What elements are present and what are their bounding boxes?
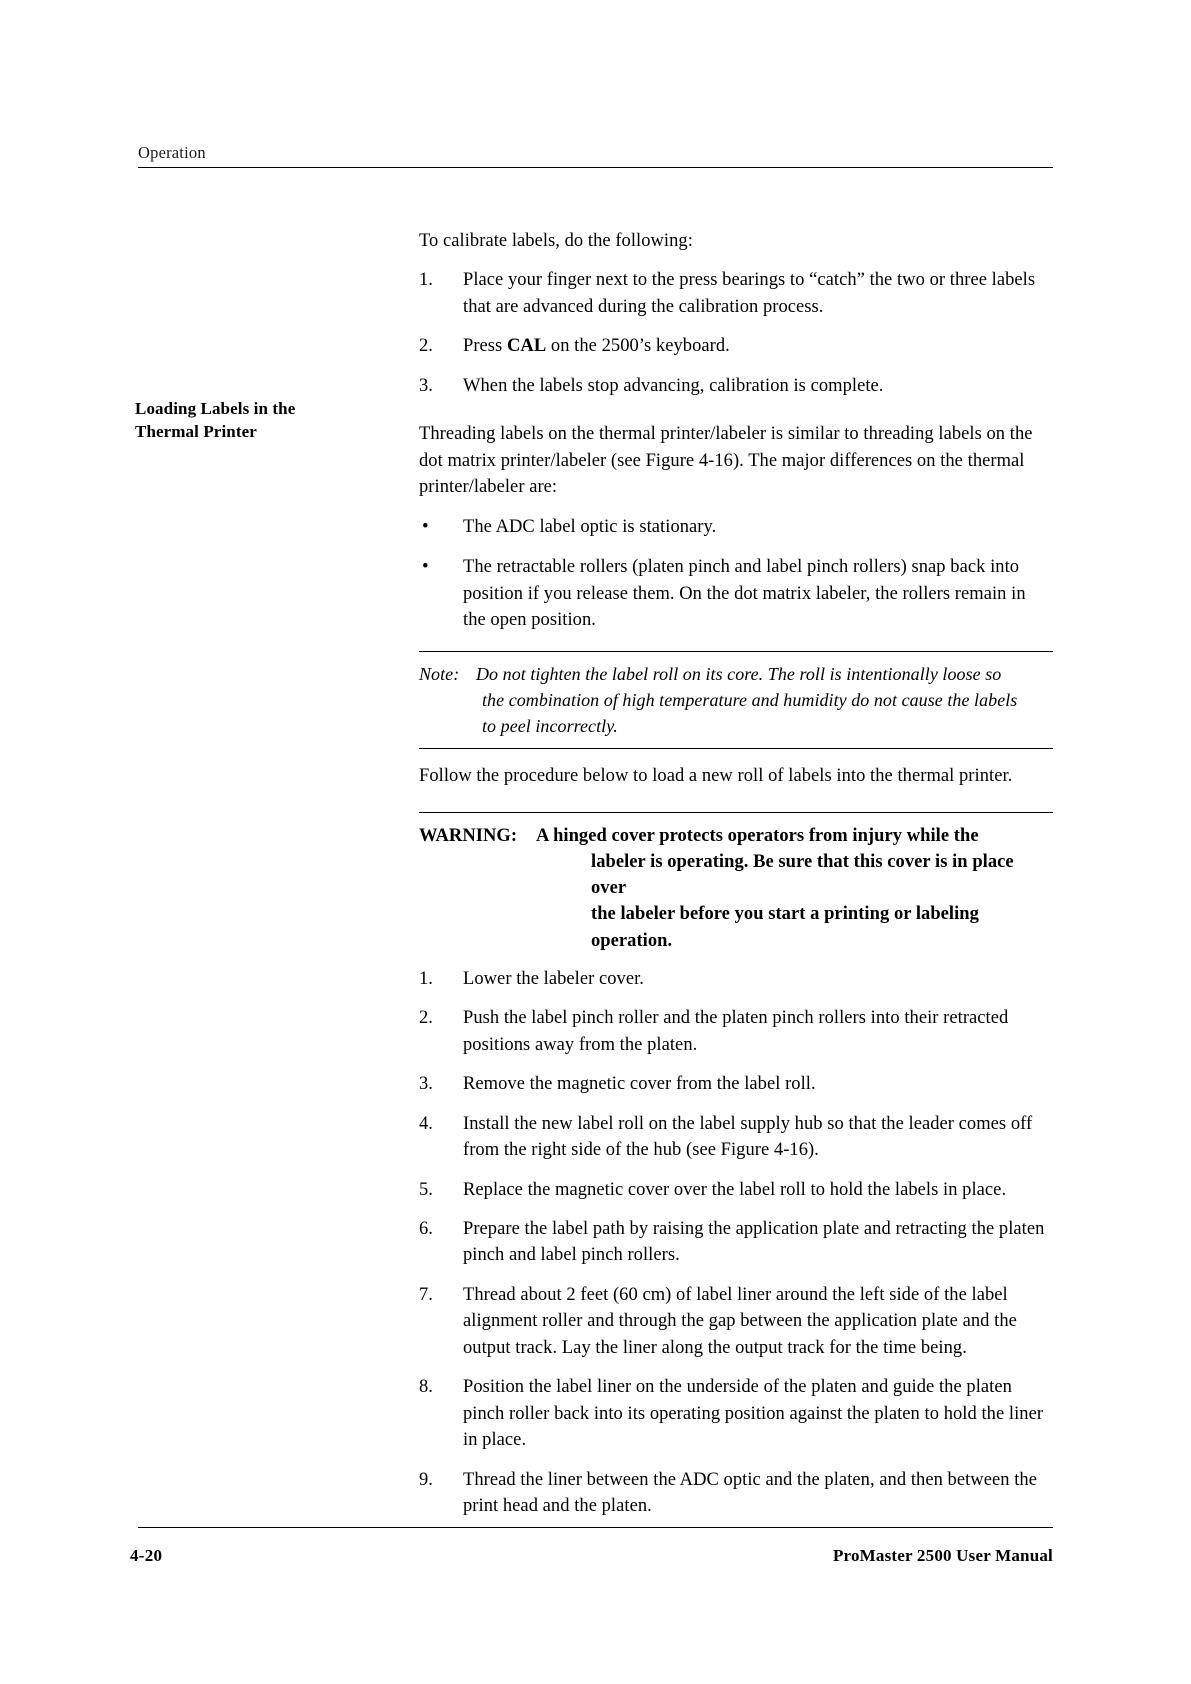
- step-text-pre: Press: [463, 336, 507, 357]
- side-heading-line-1: Loading Labels in the: [135, 399, 296, 418]
- list-item-text: Replace the magnetic cover over the label roll to hold the labels in place.: [463, 1179, 1007, 1200]
- list-item-text: Lower the labeler cover.: [463, 968, 644, 989]
- list-item: [419, 1177, 1053, 1203]
- list-item-number: 8.: [419, 1377, 433, 1398]
- list-item: [419, 1071, 1053, 1097]
- list-item: [419, 333, 1053, 359]
- note-line-1: Do not tighten the label roll on its core. The roll is intentionally loose so: [476, 664, 1002, 685]
- calibration-step-list: [419, 267, 1053, 399]
- list-item-text: Position the label liner on the underside of the platen and guide the platen pinch roller back into its operating position against the platen to hold the liner in place.: [463, 1377, 1044, 1451]
- list-item: [419, 1005, 1053, 1058]
- list-item: [419, 373, 1053, 399]
- body-column: [419, 228, 1053, 1533]
- step-text-post: on the 2500’s keyboard.: [546, 336, 730, 357]
- list-item: [419, 1467, 1053, 1520]
- list-item-text: The ADC label optic is stationary.: [463, 516, 717, 537]
- footer-rule: [138, 1527, 1053, 1528]
- list-item-text: When the labels stop advancing, calibration is complete.: [463, 375, 884, 396]
- list-item-number: 1.: [419, 968, 433, 989]
- list-item-number: 6.: [419, 1219, 433, 1240]
- procedure-step-list: [419, 966, 1053, 1520]
- list-item: [419, 1216, 1053, 1269]
- list-item-text: [463, 333, 1053, 359]
- list-item-number: 3.: [419, 1074, 433, 1095]
- list-item: [419, 554, 1053, 633]
- note-label: Note:: [419, 664, 460, 685]
- note-line-3: to peel incorrectly.: [482, 715, 618, 736]
- list-item-number: 7.: [419, 1284, 433, 1305]
- warning-line-4: operation.: [591, 930, 673, 951]
- bullet-icon: •: [422, 556, 429, 578]
- running-head: Operation: [138, 143, 206, 162]
- warning-line-3: the labeler before you start a printing or labeling: [591, 904, 979, 925]
- list-item-number: 2.: [419, 336, 433, 357]
- side-heading-line-2: Thermal Printer: [135, 421, 257, 441]
- list-item: [419, 1111, 1053, 1164]
- note-body: [419, 652, 1053, 748]
- list-item-text: The retractable rollers (platen pinch and label pinch rollers) snap back into position if you release them. On the dot matrix labeler, the rollers remain in the open position.: [463, 557, 1026, 630]
- list-item-number: 9.: [419, 1469, 433, 1490]
- note-block: [419, 651, 1053, 749]
- intro-paragraph: To calibrate labels, do the following:: [419, 231, 693, 251]
- list-item-number: 3.: [419, 375, 433, 396]
- list-item: [419, 966, 1053, 992]
- list-item-text: Push the label pinch roller and the platen pinch rollers into their retracted positions away from the platen.: [463, 1008, 1009, 1055]
- warning-body: [419, 813, 1053, 966]
- note-line-2: the combination of high temperature and humidity do not cause the labels: [482, 689, 1018, 710]
- list-item-text: Thread the liner between the ADC optic and the platen, and then between the print head and the platen.: [463, 1469, 1037, 1517]
- page-number: 4-20: [130, 1546, 163, 1565]
- list-item-number: 4.: [419, 1113, 433, 1134]
- follow-procedure-paragraph: Follow the procedure below to load a new roll of labels into the thermal printer.: [419, 766, 1013, 787]
- list-item-text: Install the new label roll on the label supply hub so that the leader comes off from the right side of the hub (see Figure 4-16).: [463, 1113, 1033, 1161]
- list-item-number: 1.: [419, 270, 433, 291]
- list-item: [419, 1374, 1053, 1453]
- list-item-text: Place your finger next to the press bearings to “catch” the two or three labels that are advanced during the calibration process.: [463, 270, 1036, 317]
- list-item: [419, 267, 1053, 320]
- note-text: [419, 662, 1053, 739]
- list-item-text: Prepare the label path by raising the application plate and retracting the platen pinch and label pinch rollers.: [463, 1219, 1045, 1266]
- manual-title: ProMaster 2500 User Manual: [832, 1546, 1053, 1565]
- bullet-icon: •: [422, 515, 429, 537]
- note-bottom-rule: [419, 748, 1053, 749]
- list-item-number: 5.: [419, 1179, 433, 1200]
- differences-bullet-list: [419, 514, 1053, 634]
- list-item: [419, 514, 1053, 540]
- threading-paragraph: Threading labels on the thermal printer/labeler is similar to threading labels on the dot matrix printer/labeler (see Figure 4-16). The major differences on the thermal printer/labeler are:: [419, 424, 1033, 498]
- warning-label: WARNING:: [419, 825, 518, 846]
- warning-block: [419, 812, 1053, 966]
- list-item-number: 2.: [419, 1008, 433, 1029]
- key-name-cal: CAL: [507, 336, 547, 357]
- section-side-heading: [135, 398, 375, 444]
- warning-line-2: labeler is operating. Be sure that this cover is in place over: [591, 851, 1014, 899]
- list-item-text: Thread about 2 feet (60 cm) of label liner around the left side of the label alignment roller and through the gap between the application plate and the output track. Lay the liner along the output track for the time being.: [463, 1284, 1017, 1358]
- list-item-text: Remove the magnetic cover from the label roll.: [463, 1074, 816, 1095]
- header-rule: [138, 167, 1053, 168]
- list-item: [419, 1282, 1053, 1361]
- warning-line-1: A hinged cover protects operators from injury while the: [536, 825, 979, 846]
